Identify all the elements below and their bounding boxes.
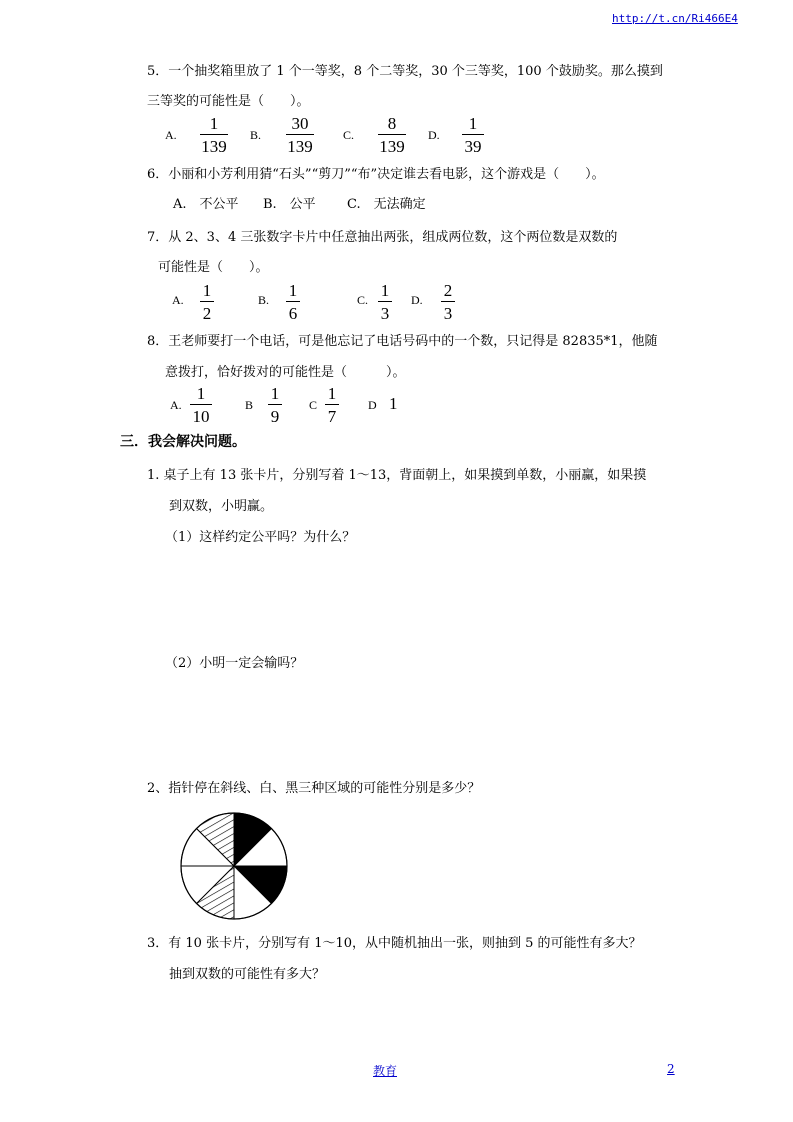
- fraction-numerator: 30: [291, 114, 309, 133]
- q7-option-d-fraction: [441, 282, 455, 322]
- fraction-numerator: 1: [202, 281, 212, 300]
- q8-option-d-label: D: [368, 398, 377, 412]
- q8-line2: 意拨打，恰好拨对的可能性是（ ）。: [165, 365, 406, 380]
- q6-option-b: B. 公平: [263, 197, 316, 212]
- q5-option-d-fraction: [462, 115, 484, 155]
- fraction-denominator: 3: [443, 304, 453, 323]
- fraction-numerator: 2: [443, 281, 453, 300]
- fraction-numerator: 1: [288, 281, 298, 300]
- fraction-numerator: 1: [209, 114, 219, 133]
- q7-option-a-fraction: [200, 282, 214, 322]
- q5-option-a-label: A.: [165, 128, 177, 142]
- footer-link[interactable]: 教育: [373, 1064, 398, 1078]
- q6-option-a: A. 不公平: [173, 197, 239, 212]
- problem-1-sub2: （2）小明一定会输吗？: [165, 656, 304, 671]
- problem-1-line2: 到双数，小明赢。: [169, 499, 274, 514]
- problem-1-sub1: （1）这样约定公平吗？为什么？: [165, 530, 356, 545]
- q8-option-b-label: B: [245, 398, 254, 412]
- problem-2-text: 2、指针停在斜线、白、黑三种区域的可能性分别是多少？: [147, 781, 481, 796]
- fraction-numerator: 1: [327, 384, 337, 403]
- fraction-numerator: 1: [380, 281, 390, 300]
- q8-option-b-fraction: [268, 385, 282, 425]
- fraction-denominator: 139: [287, 137, 313, 156]
- q6-line1: 6．小丽和小芳利用猜“石头”“剪刀”“布”决定谁去看电影，这个游戏是（ ）。: [147, 167, 605, 182]
- q8-line1: 8．王老师要打一个电话，可是他忘记了电话号码中的一个数，只记得是 82835*1，他随: [147, 334, 658, 349]
- q7-option-b-label: B.: [258, 293, 270, 307]
- q7-option-a-label: A.: [172, 293, 184, 307]
- q5-option-d-label: D.: [428, 128, 440, 142]
- fraction-denominator: 139: [379, 137, 405, 156]
- fraction-denominator: 39: [464, 137, 482, 156]
- q7-option-c-fraction: [378, 282, 392, 322]
- fraction-denominator: 6: [288, 304, 298, 323]
- q5-option-c-fraction: [378, 115, 406, 155]
- q8-option-d-value: 1: [389, 394, 398, 413]
- q5-option-a-fraction: [200, 115, 228, 155]
- page-number: 2: [667, 1062, 675, 1076]
- q7-line2: 可能性是（ ）。: [158, 260, 269, 275]
- fraction-denominator: 3: [380, 304, 390, 323]
- q8-option-c-fraction: [325, 385, 339, 425]
- q7-option-b-fraction: [286, 282, 300, 322]
- q7-option-d-label: D.: [411, 293, 423, 307]
- q8-option-a-label: A.: [170, 398, 182, 412]
- fraction-denominator: 139: [201, 137, 227, 156]
- header-url[interactable]: http://t.cn/Ri466E4: [612, 12, 738, 25]
- q5-option-b-fraction: [286, 115, 314, 155]
- fraction-denominator: 2: [202, 304, 212, 323]
- q5-line2: 三等奖的可能性是（ ）。: [147, 94, 310, 109]
- q5-option-b-label: B.: [250, 128, 262, 142]
- fraction-numerator: 8: [387, 114, 397, 133]
- spinner-diagram: [178, 810, 290, 922]
- q7-option-c-label: C.: [357, 293, 369, 307]
- problem-3-line2: 抽到双数的可能性有多大？: [169, 967, 326, 982]
- q8-option-a-fraction: [190, 385, 212, 425]
- q6-option-c: C. 无法确定: [347, 197, 426, 212]
- q7-line1: 7．从 2、3、4 三张数字卡片中任意抽出两张，组成两位数，这个两位数是双数的: [147, 230, 618, 245]
- problem-1-line1: 1. 桌子上有 13 张卡片，分别写着 1～13，背面朝上，如果摸到单数，小丽赢，如果摸: [147, 468, 647, 483]
- problem-3-line1: 3．有 10 张卡片，分别写有 1～10，从中随机抽出一张，则抽到 5 的可能性有多大？: [147, 936, 642, 951]
- q5-option-c-label: C.: [343, 128, 355, 142]
- fraction-numerator: 1: [270, 384, 280, 403]
- fraction-denominator: 10: [192, 407, 210, 426]
- fraction-numerator: 1: [468, 114, 478, 133]
- fraction-numerator: 1: [196, 384, 206, 403]
- fraction-denominator: 7: [327, 407, 337, 426]
- q8-option-c-label: C: [309, 398, 318, 412]
- section-3-title: 三．我会解决问题。: [120, 434, 246, 450]
- q5-line1: 5．一个抽奖箱里放了 1 个一等奖，8 个二等奖，30 个三等奖，100 个鼓励奖。那么摸到: [147, 64, 663, 79]
- fraction-denominator: 9: [270, 407, 280, 426]
